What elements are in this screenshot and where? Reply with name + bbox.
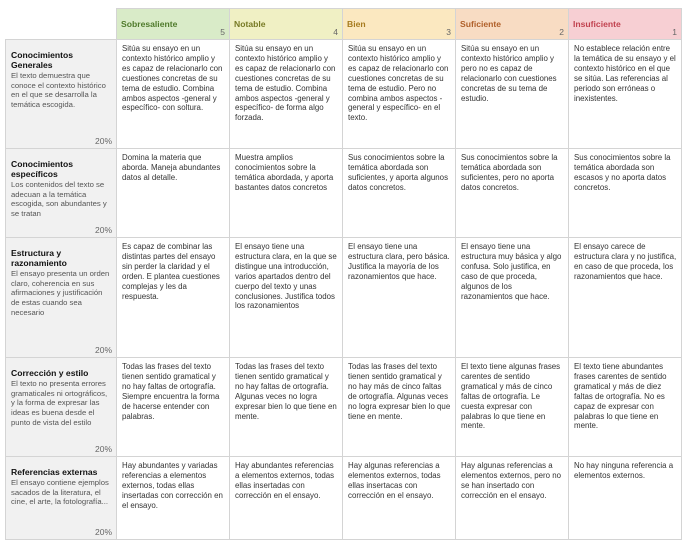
criterion-row-conocimientos-especificos (6, 149, 682, 238)
descriptor-cell (230, 358, 343, 457)
descriptor-cell (343, 238, 456, 358)
descriptor-text: Hay abundantes y variadas referencias a elementos externos, todas ellas insertadas con corrección en el ensayo. (122, 461, 223, 510)
descriptor-cell (456, 457, 569, 540)
criterion-title: Conocimientos Generales (11, 50, 74, 70)
level-name: Bien (347, 19, 366, 29)
descriptor-cell (230, 238, 343, 358)
descriptor-cell (456, 40, 569, 149)
criterion-cell (6, 40, 117, 149)
level-name: Insuficiente (573, 19, 621, 29)
level-points: 3 (446, 27, 451, 37)
descriptor-text: No establece relación entre la temática de su ensayo y el contexto histórico en el que se sitúa. Las referencias al periodo son erróneas o inexistentes. (574, 44, 676, 103)
descriptor-text: Sitúa su ensayo en un contexto histórico amplio y es capaz de relacionarlo con cuestiones concretas de su tema de estudio. Combina ambos aspectos -general y específico- de forma algo forzada. (235, 44, 336, 123)
descriptor-cell (117, 40, 230, 149)
descriptor-cell (343, 358, 456, 457)
header-corner (6, 9, 117, 40)
descriptor-cell (230, 40, 343, 149)
descriptor-text: Sitúa su ensayo en un contexto histórico amplio y es capaz de relacionarlo con cuestiones concretas de su tema de estudio. Pero no combina ambos aspectos -general y específico- en el texto. (348, 44, 449, 123)
level-name: Suficiente (460, 19, 502, 29)
criterion-description: Los contenidos del texto se adecuan a la temática escogida, son abundantes y se tratan (11, 180, 107, 219)
level-points: 1 (672, 27, 677, 37)
criterion-description: El ensayo contiene ejemplos sacados de la literatura, el cine, el arte, la fotolografía... (11, 478, 109, 507)
criterion-description: El texto demuestra que conoce el contexto histórico en el que se desarrolla la temática escogida. (11, 71, 106, 110)
criterion-title: Conocimientos específicos (11, 159, 74, 179)
descriptor-text: No hay ninguna referencia a elementos externos. (574, 461, 674, 480)
criterion-cell (6, 149, 117, 238)
descriptor-cell (569, 457, 682, 540)
criterion-description: El ensayo presenta un orden claro, coherencia en sus afirmaciones y justificación de estas cuando sea necesario (11, 269, 110, 317)
descriptor-cell (230, 149, 343, 238)
descriptor-cell (569, 149, 682, 238)
level-header-notable (230, 9, 343, 40)
descriptor-text: El ensayo tiene una estructura clara, pero básica. Justifica la mayoría de los razonamientos que hace. (348, 242, 450, 281)
level-points: 5 (220, 27, 225, 37)
descriptor-text: Sus conocimientos sobre la temática abordada son suficientes, pero no aporta datos concretos. (461, 153, 558, 192)
descriptor-text: El ensayo carece de estructura clara y no justifica, en caso de que proceda, los razonamientos que hace. (574, 242, 677, 281)
descriptor-cell (117, 149, 230, 238)
descriptor-text: Domina la materia que aborda. Maneja abundantes datos al detalle. (122, 153, 221, 182)
descriptor-text: Hay algunas referencias a elementos externos, pero no se han insertado con corrección en el ensayo. (461, 461, 562, 500)
level-points: 2 (559, 27, 564, 37)
descriptor-cell (456, 238, 569, 358)
descriptor-text: Hay algunas referencias a elementos externos, todas ellas insertacas con corrección en el ensayo. (348, 461, 441, 500)
descriptor-text: Todas las frases del texto tienen sentido gramatical y no hay faltas de ortografía. Algunas veces no logra expresar bien lo que tiene en mente. (235, 362, 337, 421)
descriptor-cell (117, 238, 230, 358)
criterion-cell (6, 238, 117, 358)
level-name: Sobresaliente (121, 19, 178, 29)
descriptor-text: Todas las frases del texto tienen sentido gramatical y no hay faltas de ortografía. Siempre encuentra la forma de hacerse entender con palabras. (122, 362, 220, 421)
level-header-insuficiente (569, 9, 682, 40)
criterion-weight: 20% (94, 444, 112, 454)
descriptor-text: Muestra amplios conocimientos sobre la temática abordada, y aporta bastantes datos concretos (235, 153, 334, 192)
criterion-title: Referencias externas (11, 467, 98, 477)
descriptor-text: Es capaz de combinar las distintas partes del ensayo sin perder la claridad y el orden. E plantea cuestiones complejas y les da respuesta. (122, 242, 220, 301)
criterion-row-referencias-externas (6, 457, 682, 540)
header-row (6, 9, 682, 40)
descriptor-cell (343, 40, 456, 149)
descriptor-text: Todas las frases del texto tienen sentido gramatical y no hay más de cinco faltas de ortografía. Algunas veces no logra expresar bien lo que tiene en mente. (348, 362, 451, 421)
descriptor-text: Sitúa su ensayo en un contexto histórico amplio y es capaz de relacionarlo con cuestiones concretas de su tema de estudio. Combina ambos aspectos -general y específico- con soltura. (122, 44, 223, 113)
descriptor-text: El ensayo tiene una estructura clara, en la que se distingue una introducción, varios apartados dentro del cuerpo del texto y unas conclusiones. Justifica todos los razonamientos (235, 242, 337, 311)
descriptor-text: Hay abundantes referencias a elementos externos, todas ellas insertadas con corrección en el ensayo. (235, 461, 335, 500)
descriptor-cell (456, 358, 569, 457)
criterion-row-estructura-y-razonamiento (6, 238, 682, 358)
descriptor-text: El ensayo tiene una estructura muy básica y algo confusa. Solo justifica, en caso de que proceda, algunos de los razonamientos que hace. (461, 242, 562, 301)
descriptor-cell (456, 149, 569, 238)
level-header-suficiente (456, 9, 569, 40)
level-header-bien (343, 9, 456, 40)
descriptor-text: El texto tiene abundantes frases carentes de sentido gramatical y más de diez faltas de ortografía. No es capaz de expresar con palabras lo que tiene en mente. (574, 362, 667, 431)
criterion-weight: 20% (94, 527, 112, 537)
criterion-weight: 20% (94, 136, 112, 146)
descriptor-text: El texto tiene algunas frases carentes de sentido gramatical y más de cinco faltas de ortografía. Le cuesta expresar con palabras lo que tiene en mente. (461, 362, 561, 431)
criterion-description: El texto no presenta errores gramaticales ni ortográficos, y la forma de expresar las ideas es buena desde el punto de vista del estilo (11, 379, 108, 427)
criterion-cell (6, 457, 117, 540)
descriptor-text: Sus conocimientos sobre la temática abordada son escasos y no aporta datos concretos. (574, 153, 671, 192)
descriptor-text: Sus conocimientos sobre la temática abordada son suficientes, y aporta algunos datos concretos. (348, 153, 449, 192)
descriptor-cell (343, 149, 456, 238)
descriptor-cell (569, 238, 682, 358)
criterion-title: Corrección y estilo (11, 368, 89, 378)
descriptor-cell (117, 457, 230, 540)
criterion-cell (6, 358, 117, 457)
descriptor-cell (569, 40, 682, 149)
criterion-weight: 20% (94, 225, 112, 235)
level-header-sobresaliente (117, 9, 230, 40)
descriptor-text: Sitúa su ensayo en un contexto histórico amplio y pero no es capaz de relacionarlo con cuestiones concretas de su tema de estudio. (461, 44, 557, 103)
criterion-row-conocimientos-generales (6, 40, 682, 149)
rubric-table (5, 8, 682, 540)
descriptor-cell (569, 358, 682, 457)
level-name: Notable (234, 19, 266, 29)
descriptor-cell (230, 457, 343, 540)
criterion-row-correccion-y-estilo (6, 358, 682, 457)
criterion-title: Estructura y razonamiento (11, 248, 67, 268)
level-points: 4 (333, 27, 338, 37)
descriptor-cell (343, 457, 456, 540)
descriptor-cell (117, 358, 230, 457)
criterion-weight: 20% (94, 345, 112, 355)
